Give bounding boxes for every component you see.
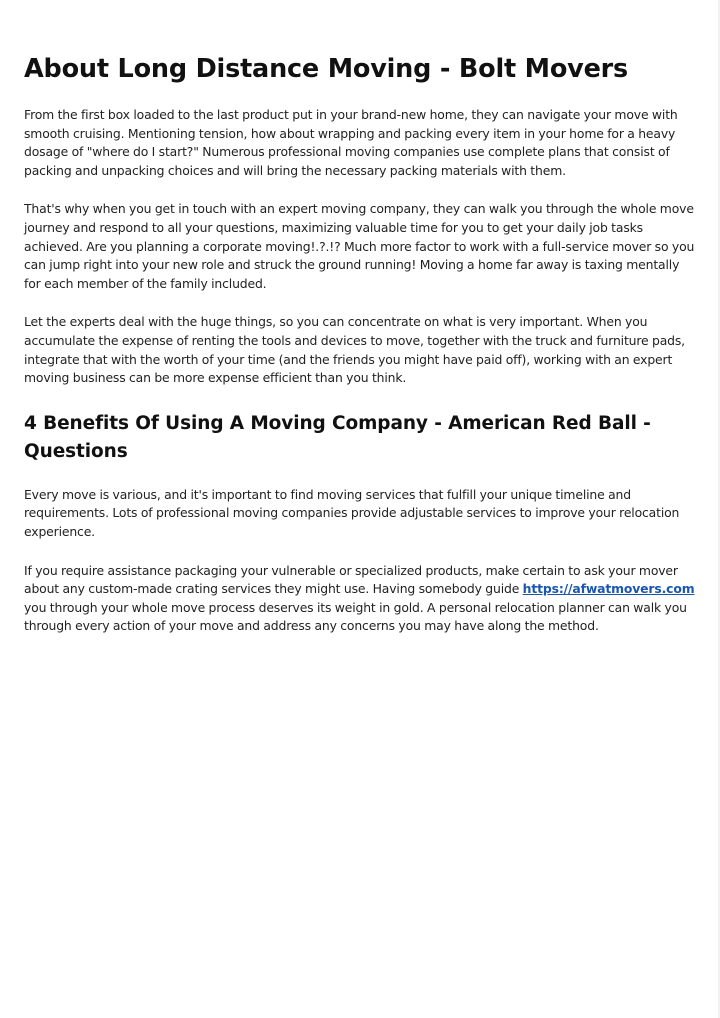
paragraph-cost: Let the experts deal with the huge things, so you can concentrate on what is very important. When you accumulate the expense of renting the tools and devices to move, together with the truck and furniture pads, integrate that with the worth of your time (and the friends you might have paid off), working with an expert moving business can be more expense efficient than you think. [24,314,685,386]
page-title: About Long Distance Moving - Bolt Movers [24,54,629,84]
paragraph-crating [24,562,696,636]
paragraph-every-move: Every move is various, and it's important to find moving services that fulfill your unique timeline and requirements. Lots of professional moving companies provide adjustable services to improve your relocation experience. [24,486,680,539]
afwatmovers-link[interactable]: https://afwatmovers.com [522,581,695,597]
paragraph-expert-company: That's why when you get in touch with an expert moving company, they can walk you through the whole move journey and respond to all your questions, maximizing valuable time for you to get your daily job tasks achieved. Are you planning a corporate moving!.?.!? Much more factor to work with a full-service mover so you can jump right into your new role and struck the ground running! Moving a home far away is taxing mentally for each member of the family included. [24,201,695,291]
paragraph-crating-text-start: If you require assistance packaging your vulnerable or specialized products, make certain to ask your mover about any custom-made crating services they might use. Having somebody guide [24,562,678,597]
section-heading: 4 Benefits Of Using A Moving Company - American Red Ball - Questions [24,412,651,462]
paragraph-intro: From the first box loaded to the last product put in your brand-new home, they can navigate your move with smooth cruising. Mentioning tension, how about wrapping and packing every item in your home for a heavy dosage of "where do I start?" Numerous professional moving companies use complete plans that consist of packing and unpacking choices and will bring the necessary packing materials with them. [24,107,678,178]
paragraph-crating-text-end: you through your whole move process deserves its weight in gold. A personal relocation planner can walk you through every action of your move and address any concerns you may have along the method. [24,599,687,634]
